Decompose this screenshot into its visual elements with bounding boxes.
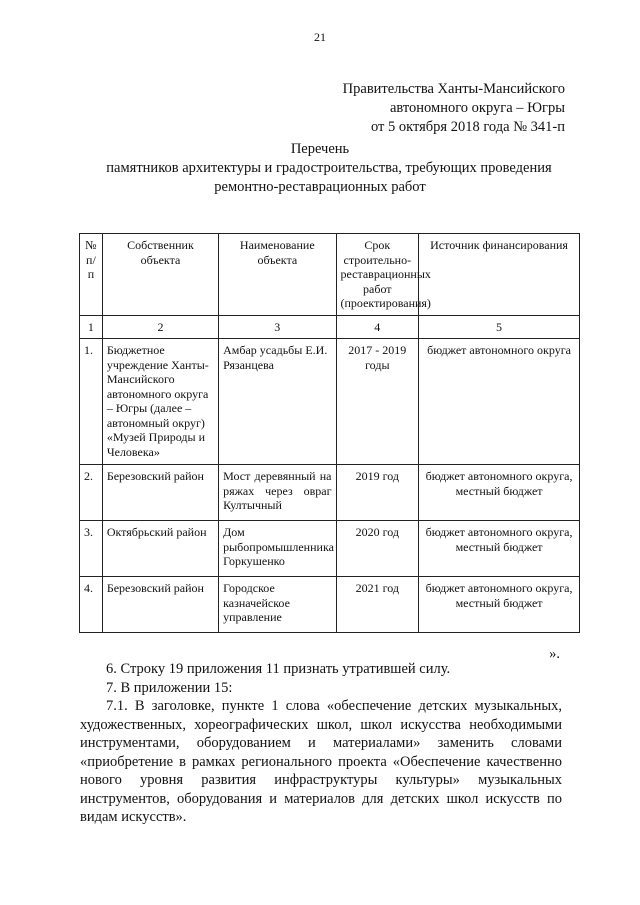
- row-owner: Бюджетное учреждение Ханты-Мансийского автономного округа – Югры (далее – автономный округ) «Музей Природы и Человека»: [102, 339, 218, 465]
- row-term: 2017 - 2019 годы: [336, 339, 419, 465]
- column-index: 3: [219, 315, 336, 339]
- table-header-row: [80, 234, 580, 316]
- monuments-table: [79, 233, 580, 633]
- row-source: бюджет автономного округа, местный бюджет: [419, 465, 580, 521]
- table-index-row: [80, 315, 580, 339]
- list-title-line-3: ремонтно-реставрационных работ: [214, 179, 426, 195]
- body-text: [80, 660, 562, 827]
- row-num: 3.: [80, 521, 103, 577]
- header-line-3: от 5 октября 2018 года № 341-п: [370, 119, 565, 135]
- table-row: [80, 465, 580, 521]
- column-index: 2: [102, 315, 218, 339]
- table-row: [80, 521, 580, 577]
- row-owner: Березовский район: [102, 465, 218, 521]
- row-source: бюджет автономного округа: [419, 339, 580, 465]
- row-name: Амбар усадьбы Е.И. Рязанцева: [219, 339, 336, 465]
- row-source: бюджет автономного округа, местный бюджет: [419, 521, 580, 577]
- list-title-line-1: Перечень: [290, 141, 350, 157]
- table-row: [80, 339, 580, 465]
- table-row: [80, 577, 580, 633]
- header-term: Срок строительно-реставрационных работ (проектирования): [336, 234, 419, 316]
- page-number: 21: [314, 30, 326, 44]
- row-name: Городское казначейское управление: [219, 577, 336, 633]
- header-owner: Собственник объекта: [102, 234, 218, 316]
- paragraph: 6. Строку 19 приложения 11 признать утратившей силу.: [106, 661, 451, 677]
- row-term: 2019 год: [336, 465, 419, 521]
- paragraph: 7. В приложении 15:: [106, 679, 233, 696]
- row-name: Дом рыбопромышленника Горкушенко: [219, 521, 336, 577]
- column-index: 4: [336, 315, 419, 339]
- row-term: 2020 год: [336, 521, 419, 577]
- document-header: [343, 80, 565, 137]
- column-index: 5: [419, 315, 580, 339]
- header-num: № п/п: [80, 234, 103, 316]
- table-quote-end: ».: [549, 646, 560, 662]
- header-line-1: Правительства Ханты-Мансийского: [342, 81, 565, 97]
- row-term: 2021 год: [336, 577, 419, 633]
- list-title-line-2: памятников архитектуры и градостроительства, требующих проведения: [106, 160, 552, 176]
- row-name: Мост деревянный на ряжах через овраг Култычный: [219, 465, 336, 521]
- row-owner: Березовский район: [102, 577, 218, 633]
- row-source: бюджет автономного округа, местный бюджет: [419, 577, 580, 633]
- row-num: 2.: [80, 465, 103, 521]
- header-line-2: автономного округа – Югры: [389, 100, 565, 116]
- header-source: Источник финансирования: [419, 234, 580, 316]
- header-name: Наименование объекта: [219, 234, 336, 316]
- row-num: 4.: [80, 577, 103, 633]
- column-index: 1: [80, 315, 103, 339]
- paragraph: 7.1. В заголовке, пункте 1 слова «обеспечение детских музыкальных, художественных, хореографических школ, школ искусства необходимыми инструментами, оборудованием и материалами» заменить словами «приобретение в рамках регионального проекта «Обеспечение качественно нового уровня развития инфраструктуры культуры» музыкальных инструментов, оборудования и материалов для детских школ искусств по видам искусств».: [80, 698, 562, 825]
- list-title: [0, 140, 640, 197]
- row-owner: Октябрьский район: [102, 521, 218, 577]
- row-num: 1.: [80, 339, 103, 465]
